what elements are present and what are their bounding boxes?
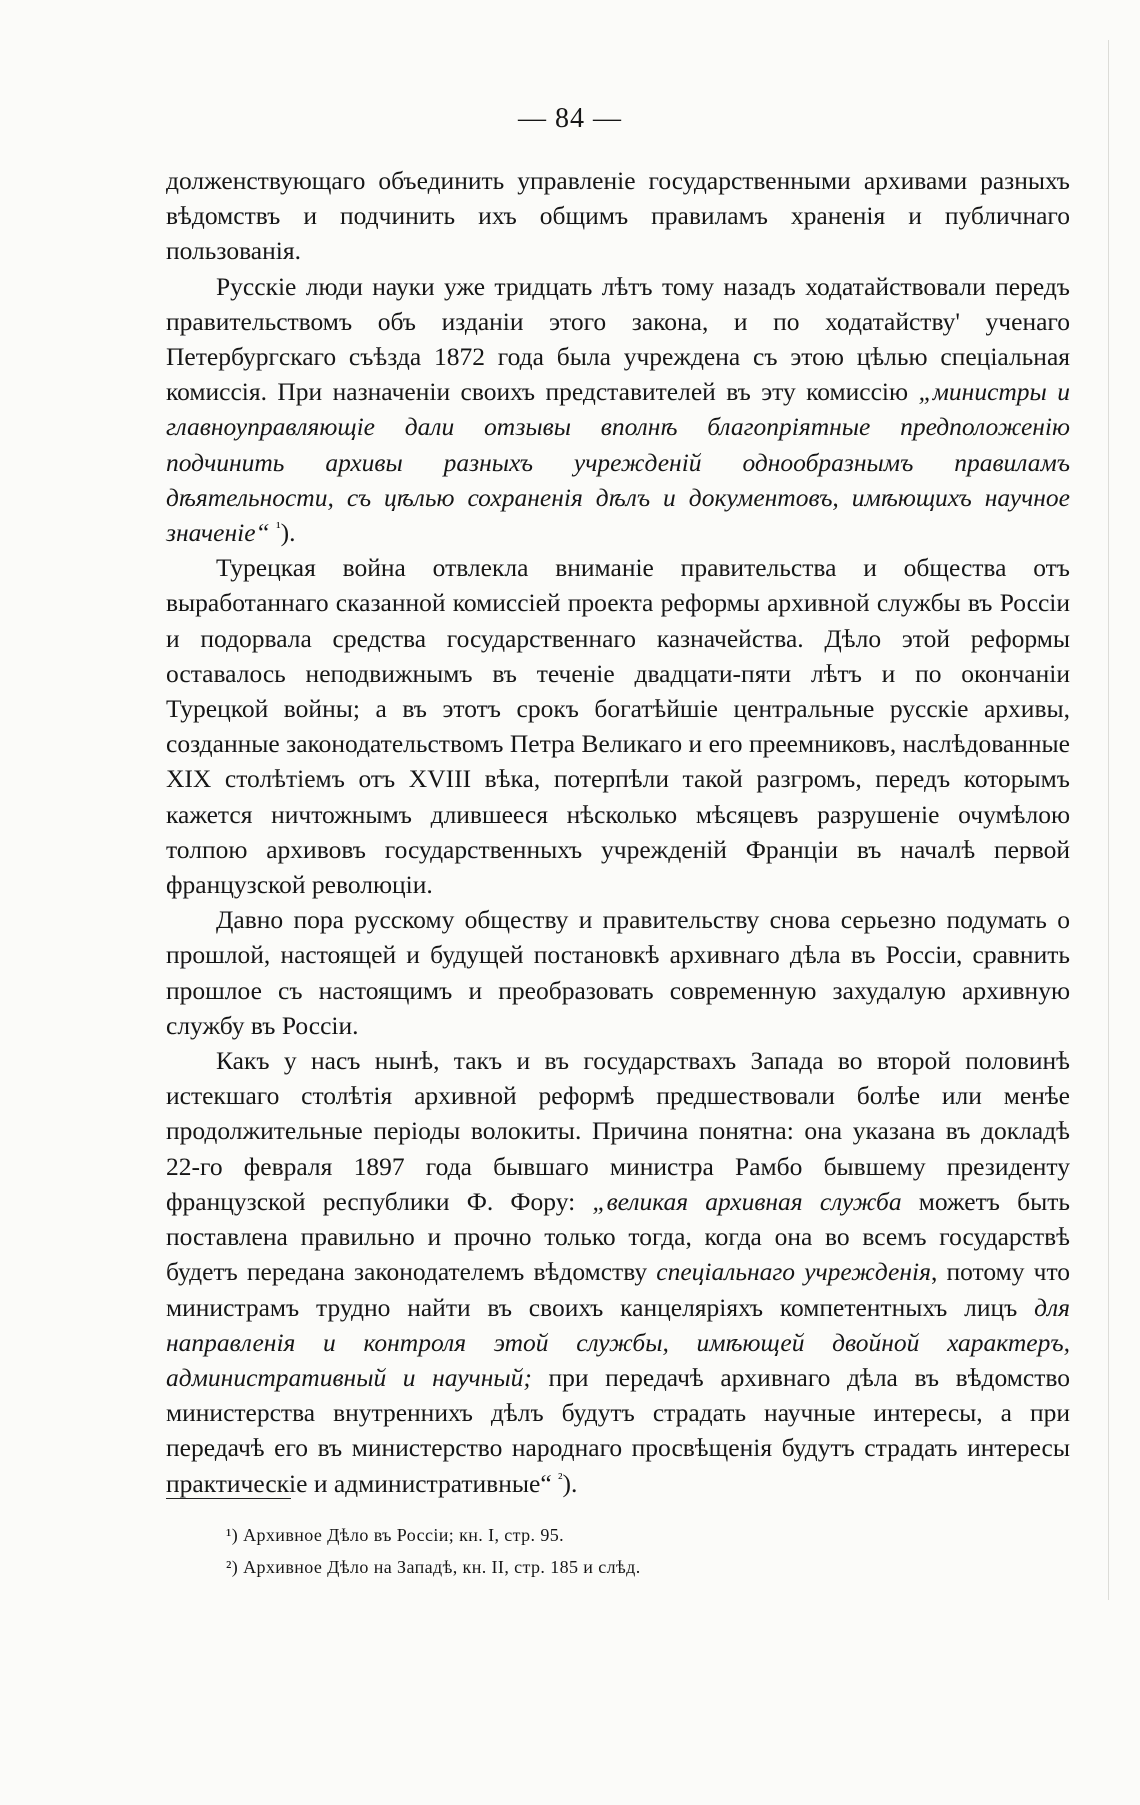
body-text (166, 163, 1070, 1501)
paragraph (166, 550, 1070, 902)
footnote-marker: ²) (226, 1557, 239, 1577)
footnote-separator (166, 1498, 291, 1499)
paragraph (166, 269, 1070, 551)
text-run: Турецкая война отвлекла вниманіе правительства и общества отъ выработаннаго сказанной комиссіей проекта реформы архивной службы въ Россіи и подорвала средства государственнаго казначейства. Дѣло этой реформы оставалось неподвижнымъ въ теченіе двадцати-пяти лѣтъ и по окончаніи Турецкой войны; а въ этотъ срокъ богатѣйшіе центральные русскіе архивы, созданные законодательствомъ Петра Великаго и его преемниковъ, наслѣдованные XIX столѣтіемъ отъ XVIII вѣка, потерпѣли такой разгромъ, передъ которымъ кажется ничтожнымъ длившееся нѣсколько мѣсяцевъ разрушеніе очумѣлою толпою архивовъ государственныхъ учрежденій Франціи въ началѣ первой французской революціи. (166, 553, 1070, 900)
footnote-1 (226, 1525, 564, 1546)
footnote-reference: ¹ (276, 520, 281, 537)
italic-quote: „министры и главноуправляющіе дали отзывы вполнѣ благопріятные предположенію подчинить архивы разныхъ учрежденій однообразнымъ правиламъ дѣятельности, съ цѣлью сохраненія дѣлъ и документовъ, имѣющихъ научное значеніе“ (166, 377, 1070, 548)
text-run: Какъ у насъ нынѣ, такъ и въ государствахъ Запада во второй половинѣ истекшаго столѣтія архивной реформѣ предшествовали болѣе или менѣе продолжительные періоды волокиты. Причина понятна: она указана въ докладѣ 22-го февраля 1897 года бывшаго министра Рамбо бывшему президенту французской республики Ф. Фору: (166, 1046, 1070, 1216)
text-run: Давно пора русскому обществу и правительству снова серьезно подумать о прошлой, настоящей и будущей постановкѣ архивнаго дѣла въ Россіи, сравнить прошлое съ настоящимъ и преобразовать современную захудалую архивную службу въ Россіи. (166, 905, 1070, 1040)
scan-edge-line (1108, 40, 1109, 1600)
paragraph (166, 902, 1070, 1043)
italic-quote: спеціальнаго учрежденія (656, 1257, 931, 1287)
text-run: ). (280, 518, 296, 548)
text-run: при передачѣ архивнаго дѣла въ вѣдомство министерства внутреннихъ дѣлъ будутъ страдать научные интересы, а при передачѣ его въ министерство народнаго просвѣщенія будутъ страдать интересы практическіе и административные“ (166, 1362, 1070, 1498)
page-number: — 84 — (518, 103, 622, 134)
italic-quote: „великая архивная служба (592, 1186, 902, 1216)
text-run: можетъ быть поставлена правильно и прочно только тогда, когда она во всемъ государствѣ будетъ передана законодателемъ вѣдомству (166, 1186, 1070, 1287)
paragraph (166, 1043, 1070, 1501)
text-run: долженствующаго объединить управленіе государственными архивами разныхъ вѣдомствъ и подчинить ихъ общимъ правиламъ храненія и публичнаго пользованія. (166, 166, 1070, 266)
text-run: , потому что министрамъ трудно найти въ своихъ канцеляріяхъ компетентныхъ лицъ (166, 1257, 1070, 1322)
paragraph (166, 163, 1070, 269)
italic-quote: для направленія и контроля этой службы, имѣющей двойной характеръ, административный и научный; (166, 1292, 1070, 1392)
footnote-text: Архивное Дѣло на Западѣ, кн. II, стр. 185 и слѣд. (243, 1557, 641, 1577)
footnote-marker: ¹) (226, 1525, 239, 1545)
footnote-reference: ² (558, 1470, 563, 1487)
footnote-2 (226, 1557, 641, 1578)
footnote-text: Архивное Дѣло въ Россіи; кн. I, стр. 95. (243, 1525, 565, 1545)
text-run: ). (562, 1468, 578, 1498)
text-run: Русскіе люди науки уже тридцать лѣтъ тому назадъ ходатайствовали передъ правительствомъ объ изданіи этого закона, и по ходатайству' ученаго Петербургскаго съѣзда 1872 года была учреждена съ этою цѣлью спеціальная комиссія. При назначеніи своихъ представителей въ эту комиссію (166, 271, 1070, 407)
